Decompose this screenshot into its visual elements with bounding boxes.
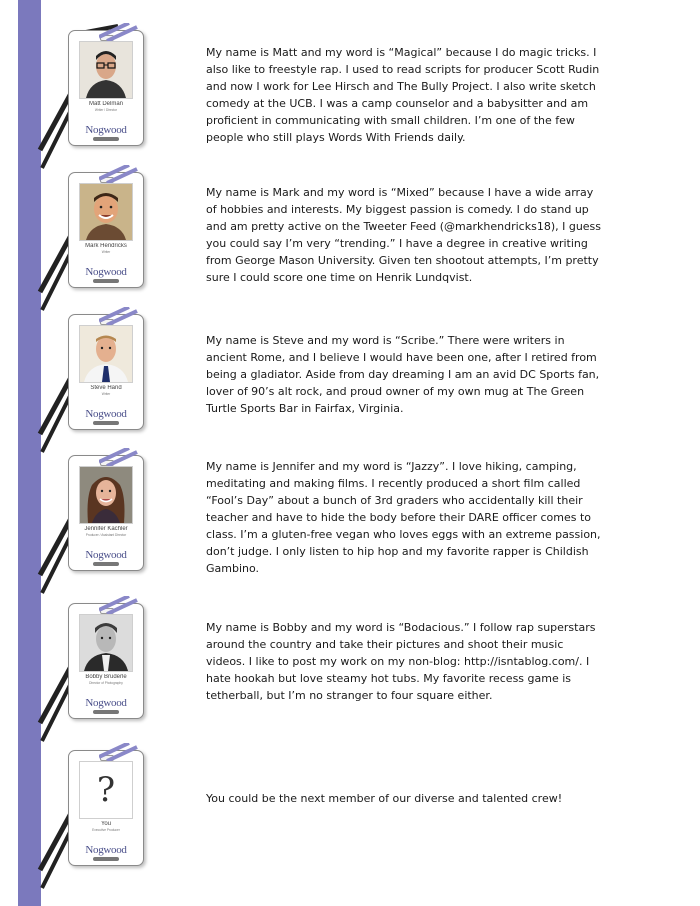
badge-name: You	[100, 821, 112, 827]
badge-name: Matt Delman	[88, 101, 123, 107]
badge-role: Executive Producer	[92, 828, 120, 832]
member-bio: My name is Steve and my word is “Scribe.” There were writers in ancient Rome, and I believe I would have been one, after I retired from being a gladiator. Aside from day dreaming I am an avid DC Sports fan, lover of 90’s alt rock, and proud owner of my own mug at The Green Turtle Sports Bar in Fairfax, Virginia.	[206, 334, 600, 415]
badge-tag	[93, 710, 119, 714]
badge-role: Writer	[101, 250, 111, 254]
badge-tag	[93, 857, 119, 861]
badge-role: Writer / Director	[94, 108, 118, 112]
lanyard-strap	[99, 448, 159, 468]
badge-role: Producer / Assistant Director	[85, 533, 127, 537]
badge-name: Steve Hand	[90, 385, 122, 391]
badge-logo: Nogwood	[85, 697, 127, 709]
badge-logo: Nogwood	[85, 266, 127, 278]
badge-photo	[79, 183, 133, 241]
badge-photo	[79, 325, 133, 383]
badge-tag	[93, 279, 119, 283]
lanyard-strap	[99, 743, 159, 763]
id-badge	[68, 30, 144, 146]
badge-name: Jennifer Kachler	[84, 526, 128, 532]
member-bio: You could be the next member of our diverse and talented crew!	[206, 792, 563, 805]
badge-name: Mark Hendricks	[85, 243, 127, 249]
member-bio: My name is Bobby and my word is “Bodacious.” I follow rap superstars around the country and take their pictures and shoot their music videos. I like to post my work on my non-blog: http://isntablog.com/. I hate hookah but love steamy hot tubs. My favorite recess game is tetherball, but I’m no stranger to four square either.	[206, 621, 596, 702]
id-badge	[68, 172, 144, 288]
badge-tag	[93, 421, 119, 425]
badge-tag	[93, 562, 119, 566]
badge-logo: Nogwood	[85, 124, 127, 136]
badge-logo: Nogwood	[85, 549, 127, 561]
badge-role: Director of Photography	[89, 681, 123, 685]
id-badge	[68, 455, 144, 571]
badge-logo: Nogwood	[85, 408, 127, 420]
question-mark-icon: ?	[79, 761, 133, 819]
lanyard-strap	[99, 165, 159, 185]
member-bio: My name is Matt and my word is “Magical” because I do magic tricks. I also like to freestyle rap. I used to read scripts for producer Scott Rudin and now I work for Lee Hirsch and The Bully Project. I also write sketch comedy at the UCB. I was a camp counselor and a babysitter and am proficient in communicating with small children. I’m one of the few people who still plays Words With Friends daily.	[206, 46, 600, 144]
badge-role: Writer	[101, 392, 111, 396]
badge-tag	[93, 137, 119, 141]
badge-logo: Nogwood	[85, 844, 127, 856]
id-badge	[68, 314, 144, 430]
badge-photo	[79, 41, 133, 99]
lanyard-strap	[99, 23, 159, 43]
badge-photo	[79, 466, 133, 524]
badge-name: Bobby Bruderle	[85, 674, 127, 680]
lanyard-strap	[99, 307, 159, 327]
lanyard-strap	[99, 596, 159, 616]
id-badge	[68, 603, 144, 719]
badge-photo	[79, 614, 133, 672]
member-bio: My name is Mark and my word is “Mixed” because I have a wide array of hobbies and interests. My biggest passion is comedy. I do stand up and am pretty active on the Tweeter Feed (@markhendricks18), I guess you could say I’m very “trending.” I have a degree in creative writing from George Mason University. Given ten shootout attempts, I’m pretty sure I could score one time on Henrik Lundqvist.	[206, 186, 602, 284]
id-badge	[68, 750, 144, 866]
member-bio: My name is Jennifer and my word is “Jazzy”. I love hiking, camping, meditating and making films. I recently produced a short film called “Fool’s Day” about a bunch of 3rd graders who accidentally kill their teacher and have to hide the body before their DARE officer comes to class. I’m a gluten-free vegan who loves eggs with an extreme passion, don’t judge. I only listen to hip hop and my favorite rapper is Childish Gambino.	[206, 460, 601, 575]
